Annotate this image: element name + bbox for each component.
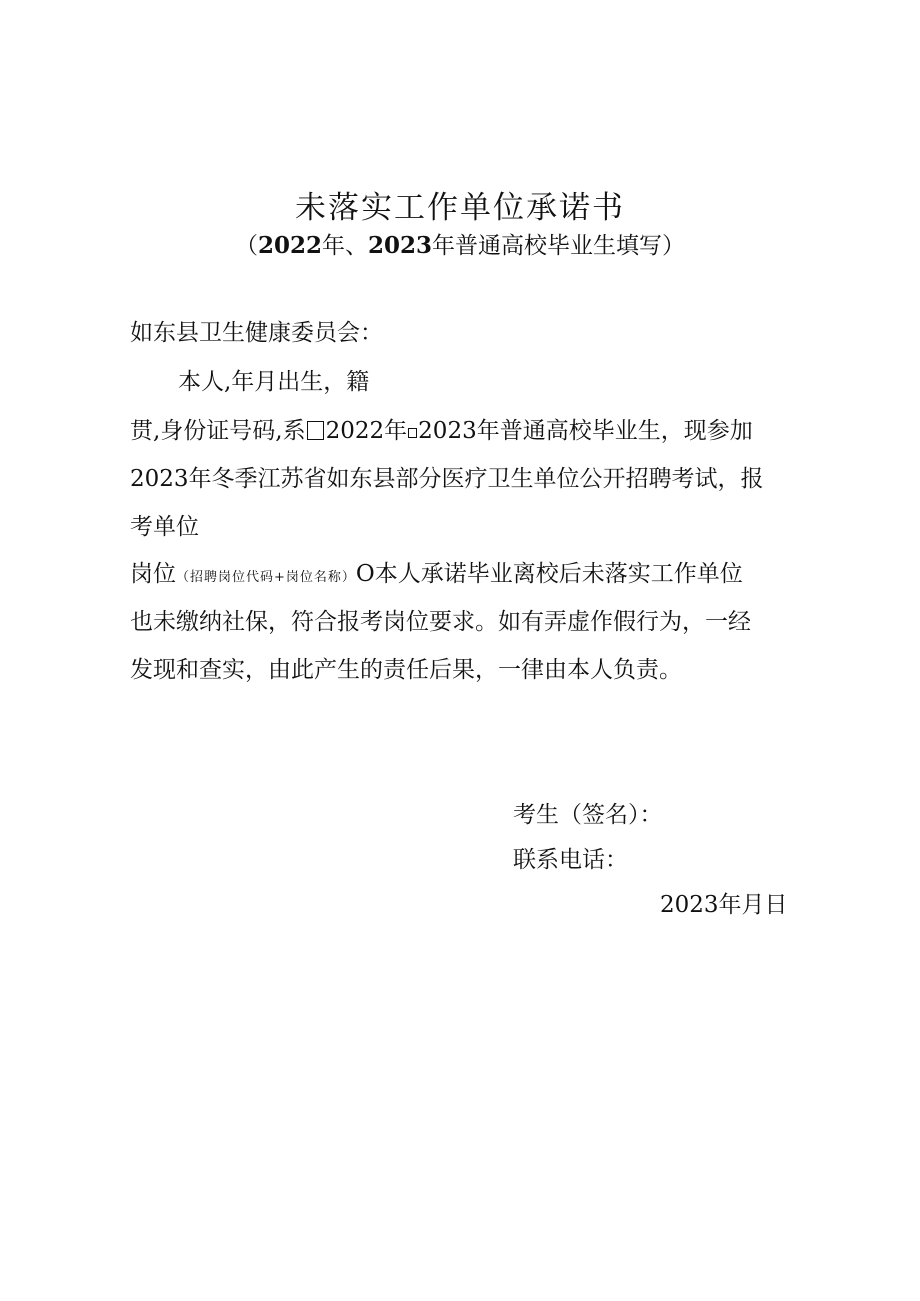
body-line-2-end: 2023年普通高校毕业生，现参加: [418, 418, 753, 444]
examinee-signature-label: 考生（签名）：: [513, 802, 663, 828]
body-line-2: [130, 415, 753, 447]
subtitle-open-paren: （: [234, 233, 258, 259]
checkbox-2023[interactable]: [408, 428, 417, 438]
body-line-2-year-2022: 2022年: [325, 418, 408, 444]
salutation: 如东县卫生健康委员会：: [130, 320, 383, 346]
document-title: 未落实工作单位承诺书: [295, 190, 625, 226]
subtitle-year-2023: 2023: [368, 232, 433, 259]
signature-date: 2023年月日: [660, 892, 788, 918]
body-line-4: 考单位: [130, 514, 199, 540]
body-line-5-pledge: O本人承诺毕业离校后未落实工作单位: [355, 561, 743, 587]
document-subtitle: [0, 230, 920, 262]
body-line-5: [130, 558, 743, 594]
checkbox-2022[interactable]: [307, 421, 324, 440]
subtitle-rest: 年普通高校毕业生填写）: [432, 233, 686, 259]
body-line-3: 2023年冬季江苏省如东县部分医疗卫生单位公开招聘考试，报: [130, 466, 764, 492]
subtitle-separator: 年、: [322, 233, 368, 259]
body-line-6: 也未缴纳社保，符合报考岗位要求。如有弄虚作假行为，一经: [130, 609, 751, 635]
contact-phone-label: 联系电话：: [513, 847, 628, 873]
subtitle-year-2022: 2022: [257, 232, 322, 259]
body-line-2-start: 贯,身份证号码,系: [130, 418, 306, 444]
position-code-hint: （招聘岗位代码+岗位名称）: [176, 570, 356, 585]
body-line-5-position: 岗位: [130, 561, 176, 587]
body-line-7: 发现和查实，由此产生的责任后果，一律由本人负责。: [130, 657, 682, 683]
body-line-1: 本人,年月出生，籍: [178, 369, 370, 395]
